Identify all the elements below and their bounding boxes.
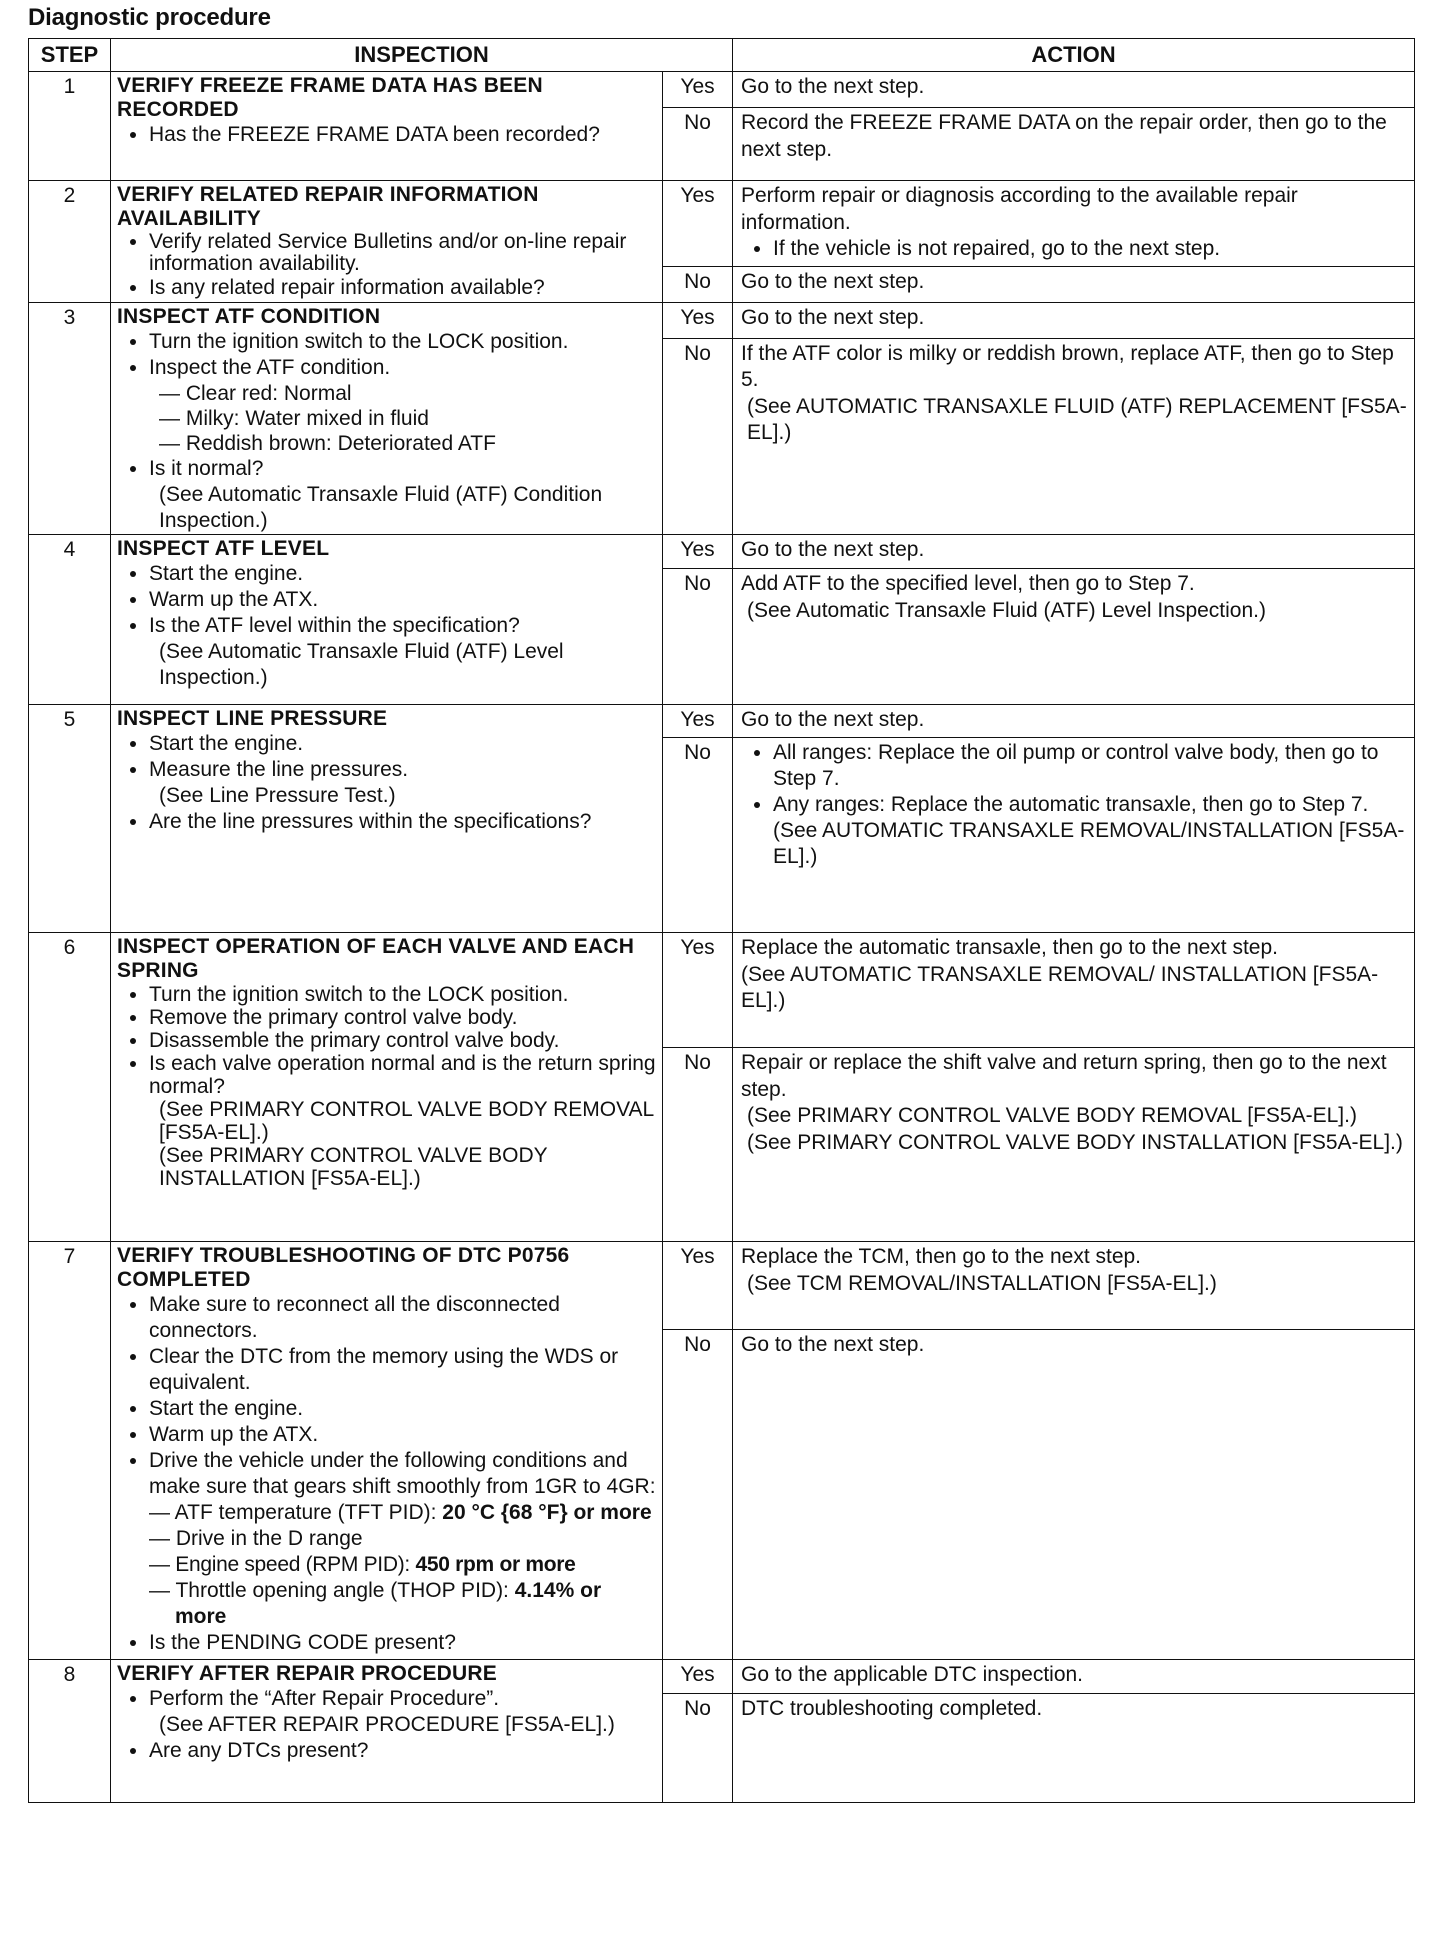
inspection-bullet: • Disassemble the primary control valve body. (149, 1029, 658, 1052)
step-row (29, 705, 1415, 738)
step-number: 7 (29, 1242, 111, 1660)
no-action: DTC troubleshooting completed. (733, 1694, 1415, 1803)
condition-item: — Milky: Water mixed in fluid (159, 407, 429, 430)
inspection-cell (111, 181, 663, 303)
header-step: STEP (29, 39, 111, 72)
reference-text: (See PRIMARY CONTROL VALVE BODY INSTALLATION [FS5A-EL].) (159, 1144, 548, 1190)
inspection-bullet-text: Is the ATF level within the specification? (149, 614, 520, 637)
inspection-cell (111, 303, 663, 535)
condition-text: — Engine speed (RPM PID): (149, 1553, 416, 1576)
yes-action: Replace the automatic transaxle, then go to the next step. (741, 936, 1278, 959)
condition-text: — ATF temperature (TFT PID): (149, 1501, 443, 1524)
no-label: No (663, 738, 733, 933)
yes-action-cell (733, 933, 1415, 1048)
yes-action: Go to the next step. (733, 303, 1415, 339)
no-label: No (663, 267, 733, 303)
inspection-bullet (149, 613, 658, 691)
step-number: 8 (29, 1660, 111, 1803)
diagnostic-table (28, 38, 1415, 1803)
step-row (29, 303, 1415, 339)
inspection-bullet (149, 456, 658, 534)
condition-value: 20 °C {68 °F} or more (442, 1501, 652, 1524)
inspection-title: VERIFY RELATED REPAIR INFORMATION AVAILABILITY (117, 183, 539, 230)
inspection-cell (111, 705, 663, 933)
inspection-bullet: • Start the engine. (149, 731, 658, 757)
yes-action: Go to the next step. (733, 535, 1415, 569)
inspection-bullet: • Verify related Service Bulletins and/or on-line repair information availability. (149, 231, 658, 275)
no-action-bullet-text: Any ranges: Replace the automatic transaxle, then go to Step 7. (773, 793, 1369, 816)
inspection-bullet (149, 1448, 658, 1630)
no-action-bullet: • All ranges: Replace the oil pump or control valve body, then go to Step 7. (773, 740, 1408, 792)
inspection-bullet-text: Is it normal? (149, 457, 264, 480)
yes-action-cell (733, 1242, 1415, 1330)
inspection-bullet-text: Inspect the ATF condition. (149, 356, 391, 379)
inspection-cell (111, 72, 663, 181)
inspection-title: INSPECT OPERATION OF EACH VALVE AND EACH SPRING (117, 935, 635, 982)
inspection-bullet-text: Drive the vehicle under the following conditions and make sure that gears shift smoothly from 1GR to 4GR: (149, 1449, 656, 1498)
inspection-bullet: • Has the FREEZE FRAME DATA been recorded? (149, 122, 658, 148)
inspection-bullet (149, 355, 658, 456)
inspection-bullet: • Turn the ignition switch to the LOCK position. (149, 329, 658, 355)
yes-action-cell (733, 181, 1415, 267)
inspection-bullet: • Are any DTCs present? (149, 1738, 658, 1764)
yes-action: Go to the applicable DTC inspection. (733, 1660, 1415, 1694)
inspection-bullet: • Is the PENDING CODE present? (149, 1630, 658, 1656)
no-reference: (See AUTOMATIC TRANSAXLE FLUID (ATF) REPLACEMENT [FS5A-EL].) (747, 394, 1407, 445)
inspection-title: INSPECT ATF CONDITION (117, 305, 381, 328)
yes-label: Yes (663, 705, 733, 738)
condition-item: — Reddish brown: Deteriorated ATF (159, 432, 496, 455)
inspection-title: INSPECT ATF LEVEL (117, 537, 330, 560)
step-number: 4 (29, 535, 111, 705)
inspection-bullet: • Make sure to reconnect all the disconnected connectors. (149, 1292, 658, 1344)
inspection-cell (111, 1660, 663, 1803)
yes-action: Go to the next step. (733, 72, 1415, 108)
yes-label: Yes (663, 535, 733, 569)
no-action: Go to the next step. (733, 267, 1415, 303)
yes-label: Yes (663, 933, 733, 1048)
condition-item (149, 1578, 658, 1630)
no-label: No (663, 338, 733, 534)
condition-list (149, 381, 658, 456)
inspection-bullet: • Start the engine. (149, 561, 658, 587)
inspection-bullet: • Warm up the ATX. (149, 587, 658, 613)
inspection-bullet-text: Measure the line pressures. (149, 758, 409, 781)
yes-action: Go to the next step. (733, 705, 1415, 738)
no-action: Record the FREEZE FRAME DATA on the repair order, then go to the next step. (733, 108, 1415, 181)
no-label: No (663, 1694, 733, 1803)
yes-label: Yes (663, 1242, 733, 1330)
no-action: Add ATF to the specified level, then go to Step 7. (741, 572, 1195, 595)
no-reference: (See Automatic Transaxle Fluid (ATF) Level Inspection.) (747, 598, 1266, 622)
condition-item: — Drive in the D range (149, 1527, 363, 1550)
condition-text: — Throttle opening angle (THOP PID): (149, 1579, 515, 1602)
step-number: 6 (29, 933, 111, 1242)
no-action-bullet (773, 792, 1408, 870)
yes-reference: (See TCM REMOVAL/INSTALLATION [FS5A-EL].) (747, 1271, 1217, 1295)
no-label: No (663, 1048, 733, 1242)
step-number: 5 (29, 705, 111, 933)
header-action: ACTION (733, 39, 1415, 72)
inspection-cell (111, 535, 663, 705)
yes-label: Yes (663, 72, 733, 108)
inspection-bullet: • Start the engine. (149, 1396, 658, 1422)
condition-value: 4.14% or more (175, 1579, 602, 1628)
reference-text: (See Automatic Transaxle Fluid (ATF) Condition Inspection.) (159, 483, 603, 532)
inspection-bullet-text: Perform the “After Repair Procedure”. (149, 1687, 500, 1710)
reference-text: (See AFTER REPAIR PROCEDURE [FS5A-EL].) (159, 1713, 615, 1736)
yes-action-bullet: • If the vehicle is not repaired, go to the next step. (773, 236, 1408, 262)
step-row (29, 535, 1415, 569)
inspection-bullet: • Turn the ignition switch to the LOCK position. (149, 983, 658, 1006)
reference-text: (See Line Pressure Test.) (159, 784, 396, 807)
inspection-title: VERIFY TROUBLESHOOTING OF DTC P0756 COMPLETED (117, 1244, 570, 1291)
step-number: 3 (29, 303, 111, 535)
yes-label: Yes (663, 1660, 733, 1694)
inspection-bullet: • Clear the DTC from the memory using the WDS or equivalent. (149, 1344, 658, 1396)
inspection-bullet: • Warm up the ATX. (149, 1422, 658, 1448)
inspection-bullet: • Is any related repair information available? (149, 275, 658, 301)
yes-reference: (See AUTOMATIC TRANSAXLE REMOVAL/ INSTALLATION [FS5A-EL].) (741, 962, 1379, 1012)
inspection-title: VERIFY FREEZE FRAME DATA HAS BEEN RECORDED (117, 74, 543, 121)
condition-item (149, 1500, 658, 1526)
step-row (29, 1242, 1415, 1330)
reference-text: (See PRIMARY CONTROL VALVE BODY REMOVAL [FS5A-EL].) (159, 1098, 654, 1144)
page-title: Diagnostic procedure (28, 4, 271, 31)
no-reference: (See PRIMARY CONTROL VALVE BODY REMOVAL [FS5A-EL].) (747, 1104, 1357, 1127)
yes-label: Yes (663, 303, 733, 339)
no-action: Repair or replace the shift valve and return spring, then go to the next step. (741, 1051, 1387, 1101)
condition-item (149, 1552, 658, 1578)
inspection-bullet (149, 757, 658, 809)
reference-text: (See Automatic Transaxle Fluid (ATF) Level Inspection.) (159, 640, 564, 689)
inspection-cell (111, 1242, 663, 1660)
inspection-bullet (149, 1052, 658, 1190)
no-action-cell (733, 569, 1415, 705)
inspection-bullet: • Are the line pressures within the specifications? (149, 809, 658, 835)
condition-list (149, 1500, 658, 1630)
header-inspection: INSPECTION (111, 39, 733, 72)
yes-action: Replace the TCM, then go to the next step. (741, 1245, 1142, 1268)
inspection-bullet (149, 1686, 658, 1738)
step-row (29, 1660, 1415, 1694)
yes-label: Yes (663, 181, 733, 267)
inspection-bullet-text: Is each valve operation normal and is the return spring normal? (149, 1052, 656, 1098)
condition-value: 450 rpm or more (415, 1553, 576, 1576)
no-reference: (See PRIMARY CONTROL VALVE BODY INSTALLATION [FS5A-EL].) (747, 1130, 1403, 1154)
inspection-bullet: • Remove the primary control valve body. (149, 1006, 658, 1029)
inspection-title: INSPECT LINE PRESSURE (117, 707, 388, 730)
inspection-cell (111, 933, 663, 1242)
header-row (29, 39, 1415, 72)
step-number: 2 (29, 181, 111, 303)
condition-item: — Clear red: Normal (159, 382, 352, 405)
yes-action: Perform repair or diagnosis according to the available repair information. (741, 184, 1298, 234)
no-action: If the ATF color is milky or reddish brown, replace ATF, then go to Step 5. (741, 341, 1394, 392)
step-row (29, 72, 1415, 108)
no-action-cell (733, 1048, 1415, 1242)
no-label: No (663, 569, 733, 705)
step-row (29, 181, 1415, 267)
step-row (29, 933, 1415, 1048)
no-action: Go to the next step. (733, 1330, 1415, 1660)
no-label: No (663, 108, 733, 181)
no-action-cell (733, 738, 1415, 933)
step-number: 1 (29, 72, 111, 181)
no-reference: (See AUTOMATIC TRANSAXLE REMOVAL/INSTALLATION [FS5A-EL].) (773, 819, 1405, 868)
no-action-cell (733, 338, 1415, 534)
inspection-title: VERIFY AFTER REPAIR PROCEDURE (117, 1662, 497, 1685)
no-label: No (663, 1330, 733, 1660)
